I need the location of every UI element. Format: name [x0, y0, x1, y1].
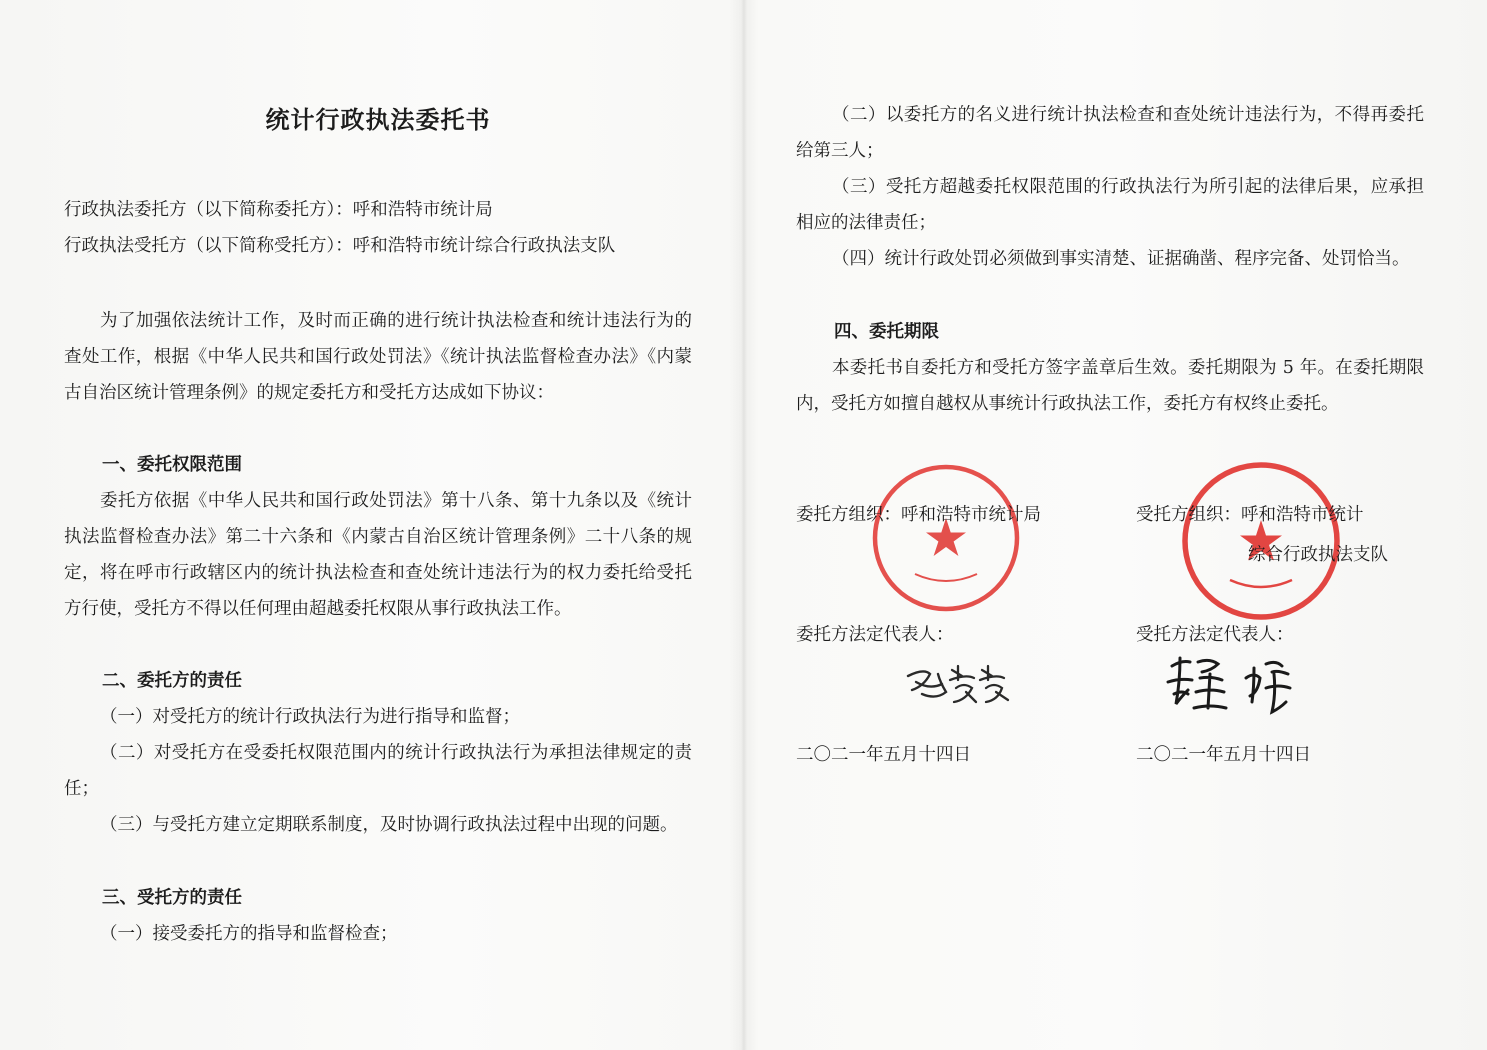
entrusting-party: 行政执法委托方（以下简称委托方）：呼和浩特市统计局	[64, 200, 493, 220]
section-3-item: （三）受托方超越委托权限范围的行政执法行为所引起的法律后果，应承担相应的法律责任；	[796, 177, 1424, 233]
entrusted-date: 二〇二一年五月十四日	[1136, 745, 1311, 765]
section-2-item: （一）对受托方的统计行政执法行为进行指导和监督；	[100, 707, 520, 727]
entrusted-party: 行政执法受托方（以下简称受托方）：呼和浩特市统计综合行政执法支队	[64, 236, 616, 256]
entrusted-representative-label: 受托方法定代表人：	[1136, 625, 1294, 645]
section-2-item: （三）与受托方建立定期联系制度，及时协调行政执法过程中出现的问题。	[100, 815, 678, 835]
entrusting-date: 二〇二一年五月十四日	[796, 745, 971, 765]
section-4-heading: 四、委托期限	[834, 322, 939, 342]
left-official-seal	[870, 462, 1022, 614]
section-3-heading: 三、受托方的责任	[102, 888, 242, 908]
entrusted-organization-line1: 受托方组织：呼和浩特市统计	[1136, 505, 1364, 525]
page-fold	[741, 0, 747, 1050]
section-1-heading: 一、委托权限范围	[102, 455, 242, 475]
section-2-heading: 二、委托方的责任	[102, 671, 242, 691]
entrusting-organization: 委托方组织：呼和浩特市统计局	[796, 505, 1041, 525]
document-title: 统计行政执法委托书	[265, 105, 491, 134]
preamble-paragraph: 为了加强依法统计工作，及时而正确的进行统计执法检查和统计违法行为的查处工作，根据《中华人民共和国行政处罚法》《统计执法监督检查办法》《内蒙古自治区统计管理条例》的规定委托方和受托方达成如下协议：	[64, 311, 692, 403]
section-3-item: （一）接受委托方的指导和监督检查；	[100, 924, 398, 944]
entrusted-organization-line2: 综合行政执法支队	[1248, 545, 1388, 565]
entrusted-signature	[1162, 652, 1312, 726]
section-4-body: 本委托书自委托方和受托方签字盖章后生效。委托期限为 5 年。在委托期限内，受托方如擅自越权从事统计行政执法工作，委托方有权终止委托。	[796, 358, 1424, 414]
section-2-item: （二）对受托方在受委托权限范围内的统计行政执法行为承担法律规定的责任；	[64, 743, 692, 799]
entrusting-representative-label: 委托方法定代表人：	[796, 625, 954, 645]
section-1-body: 委托方依据《中华人民共和国行政处罚法》第十八条、第十九条以及《统计执法监督检查办法》第二十六条和《内蒙古自治区统计管理条例》二十八条的规定，将在呼市行政辖区内的统计执法检查和查处统计违法行为的权力委托给受托方行使，受托方不得以任何理由超越委托权限从事行政执法工作。	[64, 491, 692, 619]
entrusting-signature	[900, 660, 1020, 714]
section-3-item: （二）以委托方的名义进行统计执法检查和查处统计违法行为，不得再委托给第三人；	[796, 105, 1424, 161]
section-3-item: （四）统计行政处罚必须做到事实清楚、证据确凿、程序完备、处罚恰当。	[832, 249, 1410, 269]
